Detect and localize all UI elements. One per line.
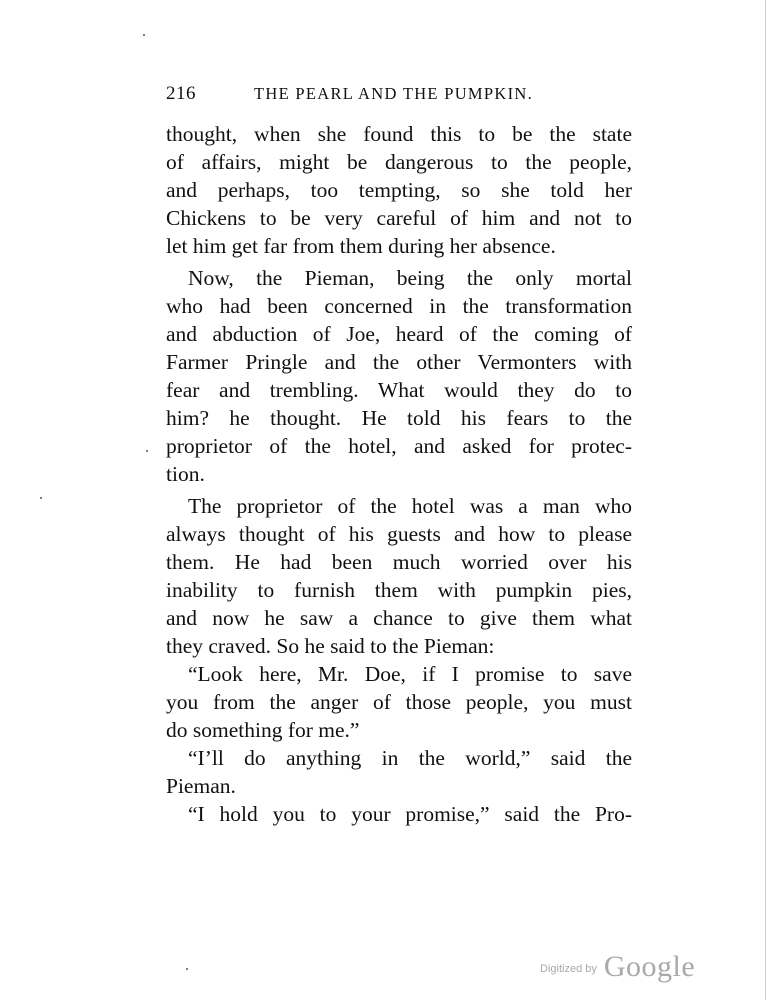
text-line: let him get far from them during her absence. bbox=[166, 234, 556, 258]
scan-speck bbox=[143, 34, 145, 36]
watermark-prefix: Digitized by bbox=[540, 963, 597, 975]
scan-speck bbox=[40, 497, 42, 499]
scan-speck bbox=[186, 968, 188, 970]
text-line: who had been concerned in the transformation bbox=[166, 294, 632, 318]
watermark-brand: Google bbox=[603, 950, 696, 983]
text-line: Chickens to be very careful of him and not to bbox=[166, 206, 632, 230]
text-line: “Look here, Mr. Doe, if I promise to save bbox=[188, 662, 632, 686]
page-number: 216 bbox=[166, 83, 196, 104]
text-line: and perhaps, too tempting, so she told her bbox=[166, 178, 632, 202]
text-line: “I’ll do anything in the world,” said the bbox=[188, 746, 632, 770]
digitized-watermark bbox=[540, 950, 695, 984]
text-line: thought, when she found this to be the state bbox=[166, 122, 632, 146]
text-line: Pieman. bbox=[166, 774, 236, 798]
text-line: inability to furnish them with pumpkin pies, bbox=[166, 578, 632, 602]
text-line: and abduction of Joe, heard of the coming of bbox=[166, 322, 632, 346]
page-edge-line bbox=[765, 0, 766, 1000]
page-header bbox=[166, 83, 632, 105]
scan-speck bbox=[146, 450, 148, 452]
text-line: of affairs, might be dangerous to the people, bbox=[166, 150, 632, 174]
text-line: always thought of his guests and how to please bbox=[166, 522, 632, 546]
text-line: tion. bbox=[166, 462, 205, 486]
text-line: they craved. So he said to the Pieman: bbox=[166, 634, 495, 658]
text-line: “I hold you to your promise,” said the Pro- bbox=[188, 802, 632, 826]
text-line: proprietor of the hotel, and asked for protec- bbox=[166, 434, 632, 458]
text-line: fear and trembling. What would they do to bbox=[166, 378, 632, 402]
text-line: and now he saw a chance to give them what bbox=[166, 606, 632, 630]
text-line: Now, the Pieman, being the only mortal bbox=[188, 266, 632, 290]
text-line: do something for me.” bbox=[166, 718, 360, 742]
body-text bbox=[166, 120, 632, 828]
text-line: Farmer Pringle and the other Vermonters with bbox=[166, 350, 632, 374]
text-line: them. He had been much worried over his bbox=[166, 550, 632, 574]
text-line: The proprietor of the hotel was a man who bbox=[188, 494, 632, 518]
running-title: THE PEARL AND THE PUMPKIN. bbox=[254, 84, 534, 103]
text-line: you from the anger of those people, you must bbox=[166, 690, 632, 714]
text-line: him? he thought. He told his fears to the bbox=[166, 406, 632, 430]
